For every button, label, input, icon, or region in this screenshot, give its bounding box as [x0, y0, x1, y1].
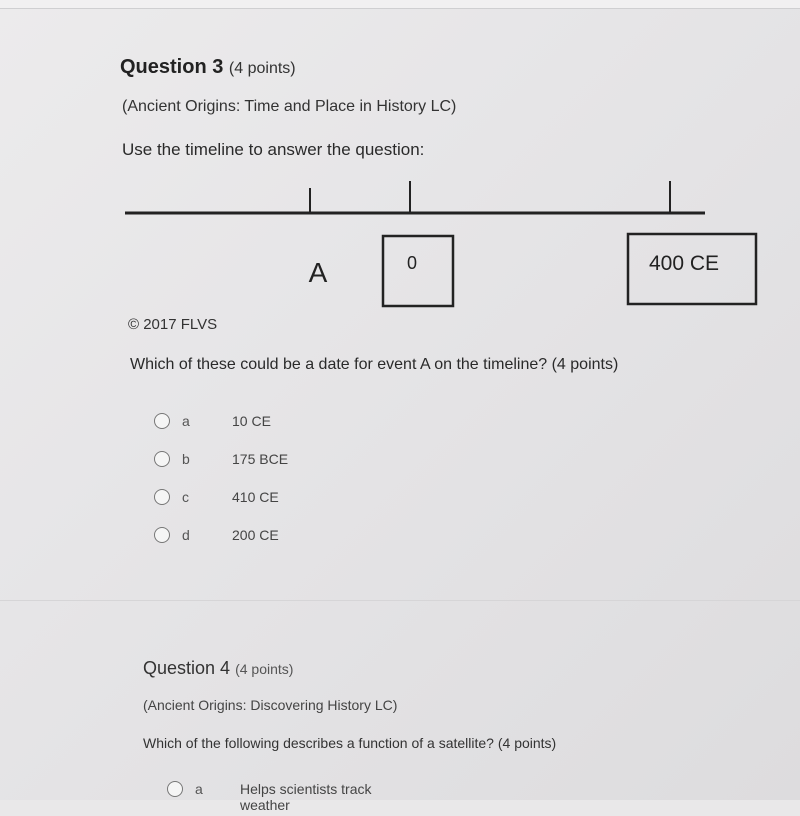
question-4-options — [165, 778, 425, 816]
option-b-text: 175 BCE — [232, 451, 289, 467]
timeline-box-zero-label: 0 — [406, 253, 418, 273]
question-4-course: (Ancient Origins: Discovering History LC) — [143, 697, 398, 713]
question-divider — [0, 600, 800, 601]
option-c-text: 410 CE — [232, 489, 279, 505]
option-a[interactable] — [152, 410, 412, 448]
question-3-label: Question 3 — [120, 56, 224, 78]
timeline-figure — [120, 176, 770, 316]
option-d-letter: d — [182, 527, 190, 543]
timeline-event-a-label: A — [308, 257, 328, 288]
question-4-prompt: Which of the following describes a function of a satellite? (4 points) — [143, 735, 557, 751]
option-a-letter: a — [182, 413, 190, 429]
question-3-title — [120, 56, 296, 79]
question-4-points: (4 points) — [235, 661, 294, 677]
option-a-text: 10 CE — [232, 413, 271, 429]
q4-option-a-text: Helps scientists track weather — [240, 781, 372, 813]
question-3-course: (Ancient Origins: Time and Place in History LC) — [122, 98, 457, 115]
option-d[interactable] — [152, 524, 412, 562]
option-c-letter: c — [182, 489, 189, 505]
timeline-box-end-label: 400 CE — [648, 252, 720, 275]
question-3-options — [152, 410, 412, 562]
top-divider — [0, 0, 800, 9]
question-4-label: Question 4 — [143, 658, 231, 678]
q4-radio-a[interactable] — [167, 781, 183, 797]
question-3-points: (4 points) — [228, 60, 296, 77]
option-d-text: 200 CE — [232, 527, 279, 543]
option-b[interactable] — [152, 448, 412, 486]
option-b-letter: b — [182, 451, 190, 467]
question-4-title — [143, 658, 293, 679]
radio-a[interactable] — [154, 413, 170, 429]
question-3-prompt: Which of these could be a date for event A on the timeline? (4 points) — [130, 356, 619, 373]
radio-c[interactable] — [154, 489, 170, 505]
option-c[interactable] — [152, 486, 412, 524]
question-3-instruction: Use the timeline to answer the question: — [122, 140, 425, 159]
radio-b[interactable] — [154, 451, 170, 467]
copyright-notice: © 2017 FLVS — [128, 316, 218, 333]
q4-option-a-letter: a — [195, 781, 203, 797]
q4-option-a[interactable] — [165, 778, 425, 816]
radio-d[interactable] — [154, 527, 170, 543]
timeline-box-zero — [383, 236, 453, 306]
